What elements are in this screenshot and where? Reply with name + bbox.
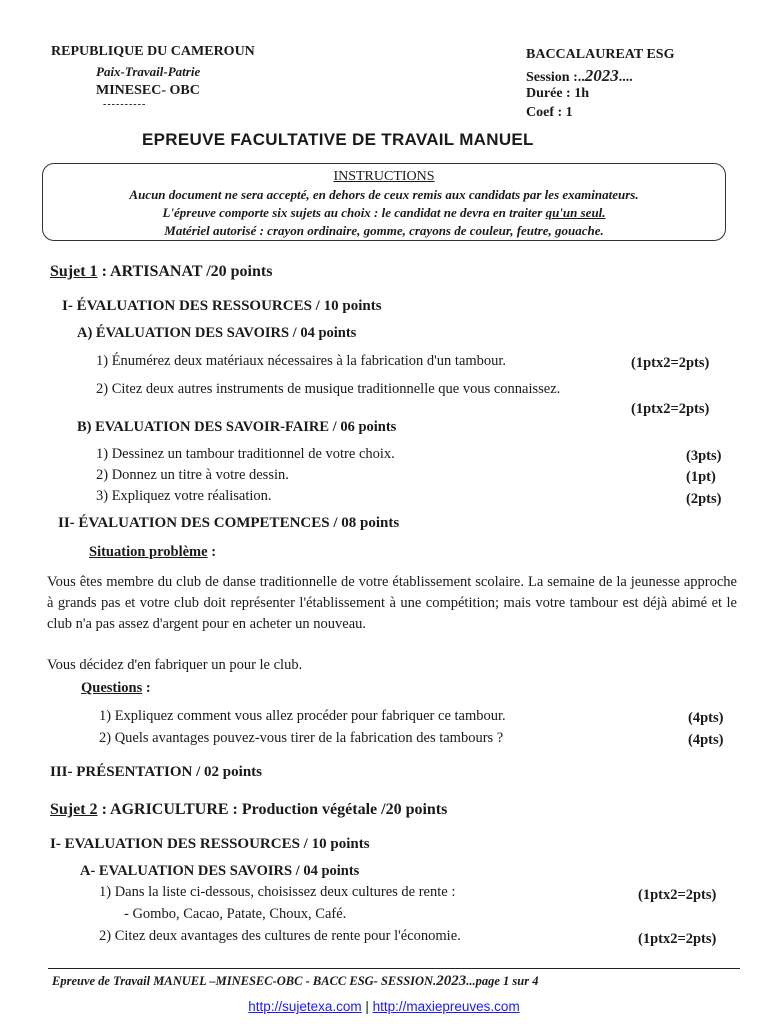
situation-label: Situation problème — [89, 544, 208, 560]
instruction-line-2-text: L'épreuve comporte six sujets au choix : le candidat ne devra en traiter — [162, 205, 546, 220]
page-footer — [52, 973, 538, 990]
sujet1-c-question-2: 2) Quels avantages pouvez-vous tirer de la fabrication des tambours ? — [99, 730, 504, 746]
sujet2-question-1-points: (1ptx2=2pts) — [638, 887, 717, 903]
sujet2-section-1: I- EVALUATION DES RESSOURCES / 10 points — [50, 836, 370, 852]
sujet2-label: Sujet 2 — [50, 801, 98, 818]
situation-text: Vous êtes membre du club de danse traditionnelle de votre établissement scolaire. La semaine de la jeunesse approche à grands pas et votre club doit représenter l'établissement à une compétition; mais votre tambour est déjà abimé et le club n'a pas assez d'argent pour en acheter un nouveau. — [47, 574, 737, 632]
sujet1-a-question-1: 1) Énumérez deux matériaux nécessaires à la fabrication d'un tambour. — [96, 353, 507, 369]
sujet2-a-title: A- EVALUATION DES SAVOIRS / 04 points — [80, 863, 360, 879]
sujet1-b-question-2-points: (1pt) — [686, 469, 716, 485]
sujet1-section-1: I- ÉVALUATION DES RESSOURCES / 10 points — [62, 298, 382, 314]
session-label: Session :.. — [526, 70, 585, 85]
sujet1-title: : ARTISANAT /20 points — [97, 263, 273, 280]
exam-session — [526, 66, 633, 86]
sujet2-question-2: 2) Citez deux avantages des cultures de rente pour l'économie. — [99, 928, 461, 944]
questions-label: Questions — [81, 680, 143, 696]
sujet1-a-title: A) ÉVALUATION DES SAVOIRS / 04 points — [77, 325, 357, 341]
sujet1-a-question-2-points: (1ptx2=2pts) — [631, 401, 710, 417]
session-dots: .... — [618, 70, 633, 85]
source-links — [0, 999, 768, 1014]
instructions-box — [42, 163, 726, 241]
sujet2-title: : AGRICULTURE : Production végétale /20 points — [97, 801, 448, 818]
situation-heading — [89, 544, 216, 561]
link-maxiepreuves[interactable]: http://maxiepreuves.com — [372, 999, 520, 1014]
exam-title: EPREUVE FACULTATIVE DE TRAVAIL MANUEL — [142, 130, 534, 149]
ministry-name: MINESEC- OBC — [96, 83, 200, 98]
situation-colon: : — [207, 544, 217, 560]
exam-coefficient: Coef : 1 — [526, 105, 573, 120]
footer-text: Epreuve de Travail MANUEL –MINESEC-OBC - BACC ESG- SESSION. — [52, 974, 437, 988]
sujet1-c-question-1-points: (4pts) — [688, 710, 724, 726]
footer-page: ...page 1 sur 4 — [466, 974, 539, 988]
links-separator: | — [361, 999, 373, 1014]
footer-session: 2023 — [436, 973, 467, 989]
instruction-line-2 — [43, 205, 725, 221]
sujet1-label: Sujet 1 — [50, 263, 98, 280]
sujet1-section-3: III- PRÉSENTATION / 02 points — [50, 764, 262, 780]
session-value: 2023 — [584, 66, 619, 85]
sujet1-b-question-3: 3) Expliquez votre réalisation. — [96, 488, 272, 504]
instruction-line-2-underlined: qu'un seul. — [545, 205, 606, 220]
header-separator: ---------- — [103, 99, 147, 110]
sujet2-question-2-points: (1ptx2=2pts) — [638, 931, 717, 947]
country-motto: Paix-Travail-Patrie — [96, 64, 201, 79]
sujet1-c-question-1: 1) Expliquez comment vous allez procéder pour fabriquer ce tambour. — [99, 708, 506, 724]
situation-text-decision: Vous décidez d'en fabriquer un pour le club. — [47, 657, 303, 673]
questions-heading — [81, 680, 151, 697]
sujet1-c-question-2-points: (4pts) — [688, 732, 724, 748]
link-sujetexa[interactable]: http://sujetexa.com — [248, 999, 362, 1014]
sujet1-section-2: II- ÉVALUATION DES COMPETENCES / 08 points — [58, 515, 400, 531]
sujet1-a-question-1-points: (1ptx2=2pts) — [631, 355, 710, 371]
questions-colon: : — [142, 680, 151, 696]
exam-name: BACCALAUREAT ESG — [526, 47, 675, 62]
sujet2-heading — [50, 801, 447, 819]
exam-duration: Durée : 1h — [526, 86, 589, 101]
sujet1-b-question-1-points: (3pts) — [686, 448, 722, 464]
sujet1-b-question-1: 1) Dessinez un tambour traditionnel de votre choix. — [96, 446, 395, 462]
footer-rule — [48, 968, 740, 969]
instructions-heading: INSTRUCTIONS — [333, 169, 435, 184]
sujet2-crop-list: - Gombo, Cacao, Patate, Choux, Café. — [124, 906, 347, 922]
instruction-line-3: Matériel autorisé : crayon ordinaire, gomme, crayons de couleur, feutre, gouache. — [164, 223, 604, 238]
sujet2-question-1: 1) Dans la liste ci-dessous, choisissez deux cultures de rente : — [99, 884, 456, 900]
country-name: REPUBLIQUE DU CAMEROUN — [51, 44, 255, 59]
sujet1-a-question-2: 2) Citez deux autres instruments de musique traditionnelle que vous connaissez. — [96, 381, 561, 397]
sujet1-b-question-2: 2) Donnez un titre à votre dessin. — [96, 467, 289, 483]
sujet1-b-title: B) EVALUATION DES SAVOIR-FAIRE / 06 points — [77, 419, 397, 435]
sujet1-heading — [50, 263, 272, 281]
sujet1-b-question-3-points: (2pts) — [686, 491, 722, 507]
instruction-line-1: Aucun document ne sera accepté, en dehors de ceux remis aux candidats par les examinateurs. — [129, 187, 639, 202]
